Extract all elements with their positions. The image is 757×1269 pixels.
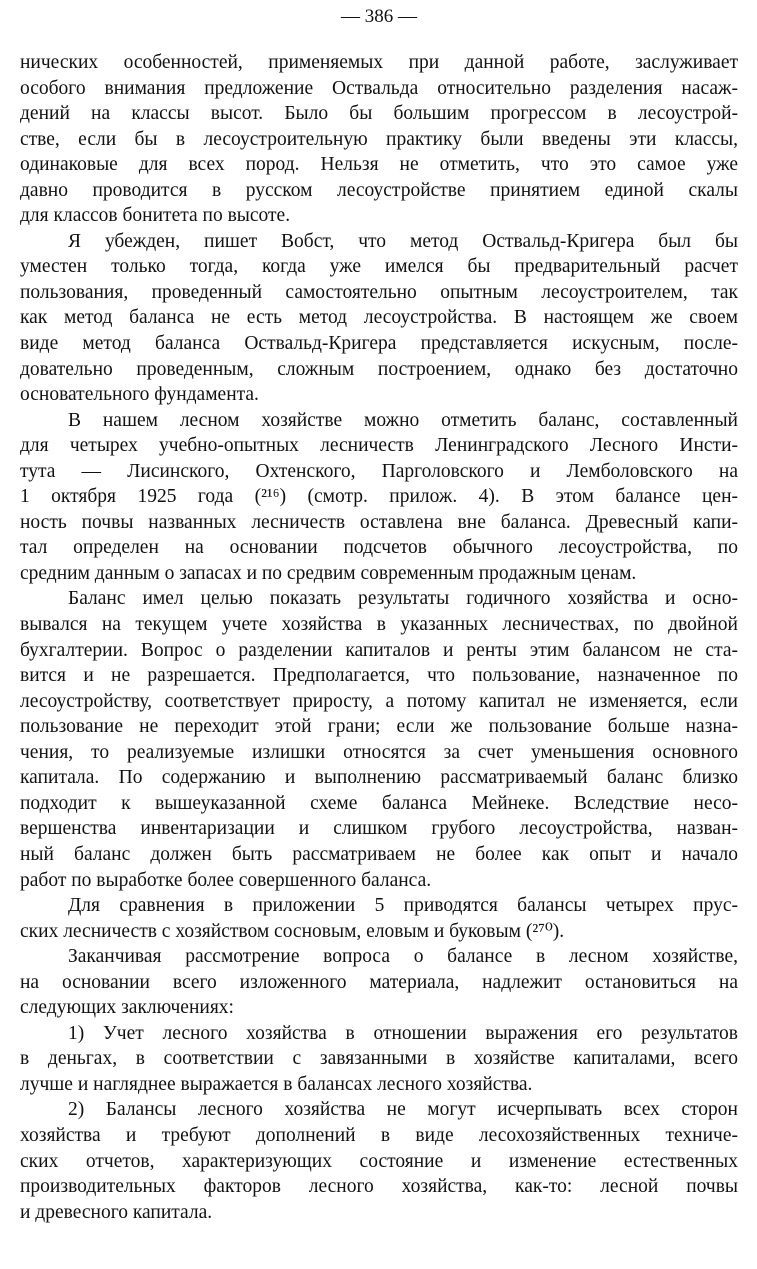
text-line: ских отчетов, характеризующих состояние и изменение естественных [20, 1150, 738, 1172]
paragraph [20, 408, 738, 587]
text-line: пользования, проведенный самостоятельно опытным лесоустроителем, так [20, 281, 738, 303]
text-line: довательно проведенным, сложным построением, однако без достаточно [20, 358, 738, 380]
text-line: В нашем лесном хозяйстве можно отметить баланс, составленный [68, 409, 738, 431]
text-line: основательного фундамента. [20, 384, 259, 406]
text-line: подходит к вышеуказанной схеме баланса Мейнеке. Вследствие несо- [20, 792, 738, 814]
text-line: ный баланс должен быть рассматриваем не более как опыт и начало [20, 843, 738, 865]
text-line: 2) Балансы лесного хозяйства не могут исчерпывать всех сторон [68, 1099, 738, 1121]
paragraph [20, 229, 738, 408]
text-line: чения, то реализуемые излишки относятся за счет уменьшения основного [20, 741, 738, 763]
text-line: стве, если бы в лесоустроительную практику были введены эти классы, [20, 128, 738, 150]
paragraph [20, 944, 738, 1021]
text-line: капитала. По содержанию и выполнению рассматриваемый баланс близко [20, 767, 738, 789]
text-line: ность почвы названных лесничеств оставлена вне баланса. Древесный капи- [20, 511, 738, 533]
paragraph [20, 50, 738, 229]
text-line: ских лесничеств с хозяйством сосновым, еловым и буковым (²⁷⁰). [20, 920, 565, 942]
text-line: 1 октября 1925 года (²¹⁶) (смотр. прилож. 4). В этом балансе цен- [20, 486, 738, 508]
text-line: 1) Учет лесного хозяйства в отношении выражения его результатов [68, 1022, 738, 1044]
text-line: лесоустройству, соответствует приросту, а потому капитал не изменяется, если [20, 690, 738, 712]
text-line: вершенства инвентаризации и слишком грубого лесоустройства, назван- [20, 818, 738, 840]
text-line: средним данным о запасах и по средвим современным продажным ценам. [20, 562, 637, 584]
text-line: тал определен на основании подсчетов обычного лесоустройства, по [20, 537, 738, 559]
text-line: как метод баланса не есть метод лесоустройства. В настоящем же своем [20, 307, 738, 329]
text-line: Заканчивая рассмотрение вопроса о балансе в лесном хозяйстве, [68, 946, 738, 968]
text-line: для классов бонитета по высоте. [20, 205, 291, 227]
text-line: Для сравнения в приложении 5 приводятся балансы четырех прус- [68, 895, 738, 917]
text-line: на основании всего изложенного материала, надлежит остановиться на [20, 971, 738, 993]
text-line: хозяйства и требуют дополнений в виде лесохозяйственных техниче- [20, 1124, 738, 1146]
text-line: пользование не переходит этой грани; если же пользование больше назна- [20, 716, 738, 738]
text-line: уместен только тогда, когда уже имелся бы предварительный расчет [20, 256, 738, 278]
text-line: в деньгах, в соответствии с завязанными в хозяйстве капиталами, всего [20, 1048, 738, 1070]
text-line: работ по выработке более совершенного баланса. [20, 869, 432, 891]
text-line: лучше и нагляднее выражается в балансах лесного хозяйства. [20, 1073, 533, 1095]
body-text [20, 50, 738, 1225]
text-line: Я убежден, пишет Вобст, что метод Оствальд-Кригера был бы [68, 230, 738, 252]
text-line: и древесного капитала. [20, 1201, 213, 1223]
text-line: одинаковые для всех пород. Нельзя не отметить, что это самое уже [20, 154, 738, 176]
text-line: тута — Лисинского, Охтенского, Парголовского и Лемболовского на [20, 460, 738, 482]
text-line: Баланс имел целью показать результаты годичного хозяйства и осно- [68, 588, 738, 610]
text-line: следующих заключениях: [20, 997, 234, 1019]
text-line: вится и не разрешается. Предполагается, что пользование, назначенное по [20, 665, 738, 687]
text-line: производительных факторов лесного хозяйства, как-то: лесной почвы [20, 1176, 738, 1198]
text-line: особого внимания предложение Оствальда относительно разделения насаж- [20, 77, 738, 99]
page-number: — 386 — [341, 6, 417, 27]
text-line: вывался на текущем учете хозяйства в указанных лесничествах, по двойной [20, 614, 738, 636]
document-page [20, 0, 738, 1269]
text-line: давно проводится в русском лесоустройстве принятием единой скалы [20, 179, 738, 201]
paragraph [20, 893, 738, 944]
text-line: нических особенностей, применяемых при данной работе, заслуживает [20, 52, 738, 73]
text-line: бухгалтерии. Вопрос о разделении капиталов и ренты этим балансом не ста- [20, 639, 738, 661]
paragraph [20, 1021, 738, 1098]
paragraph [20, 586, 738, 893]
text-line: для четырех учебно-опытных лесничеств Ленинградского Лесного Инсти- [20, 435, 738, 457]
text-line: дений на классы высот. Было бы большим прогрессом в лесоустрой- [20, 103, 738, 125]
paragraph [20, 1097, 738, 1225]
text-line: виде метод баланса Оствальд-Кригера представляется искусным, после- [20, 333, 738, 355]
